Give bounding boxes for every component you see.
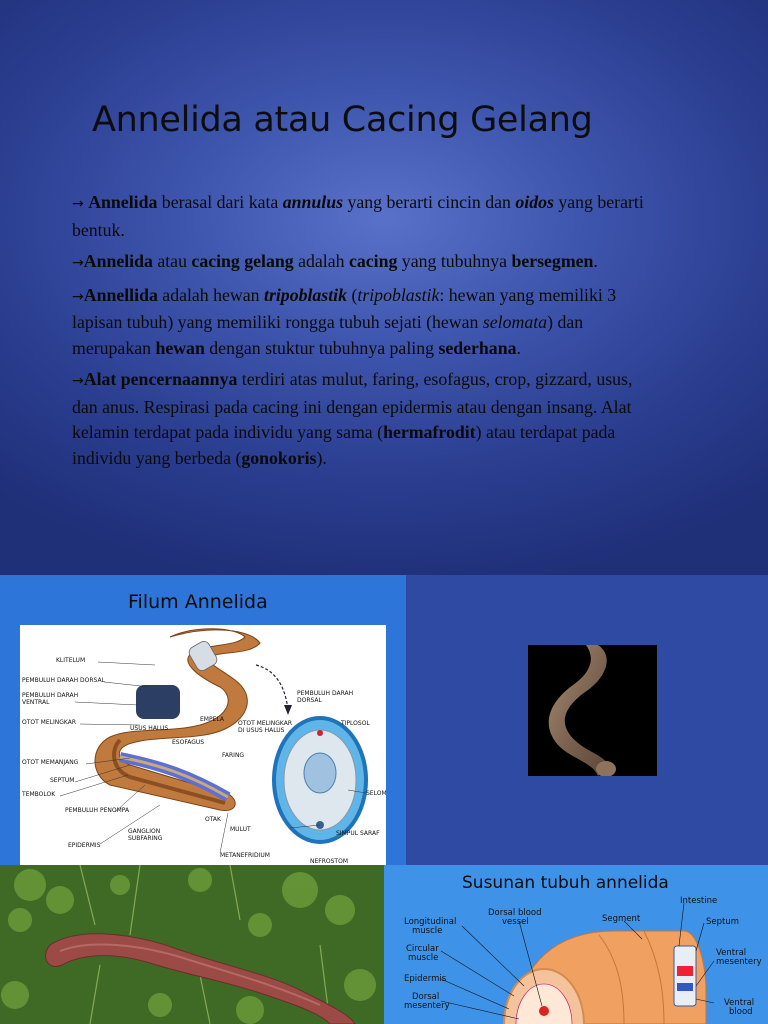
label-circular-muscle-2: muscle	[408, 953, 439, 963]
label-empela: EMPELA	[200, 716, 224, 723]
label-epidermis: EPIDERMIS	[68, 842, 101, 849]
term-cacing: cacing	[348, 251, 398, 271]
label-usus-halus: USUS HALUS	[130, 725, 169, 732]
arrow-icon: →	[72, 373, 84, 389]
text: adalah hewan	[157, 284, 264, 305]
label-ganglion: GANGLION	[128, 828, 161, 835]
bullet-4	[72, 367, 644, 471]
label-otot-memanjang: OTOT MEMANJANG	[22, 759, 79, 766]
text: terdiri atas mulut, faring, esofagus, crop, gizzard, usus, dan anus. Respirasi pada cacing ini dengan epidermis atau dengan insang. Alat kelamin terdapat pada individu yang sama (	[72, 369, 633, 442]
label-pembuluh-penompa: PEMBULUH PENOMPA	[65, 807, 130, 814]
blood-vessel	[677, 966, 693, 976]
term-oidos: oidos	[515, 192, 554, 212]
label-faring: FARING	[222, 752, 245, 759]
label-pd-dorsal-right-2: DORSAL	[297, 697, 322, 704]
label-otot-usus-2: DI USUS HALUS	[238, 727, 285, 734]
label-ventral-mesentery-2: mesentery	[716, 957, 762, 967]
text: ).	[316, 447, 327, 468]
term-tripoblastik-italic: tripoblastik	[357, 284, 440, 305]
label-klitelum: KLITELUM	[56, 657, 86, 664]
label-longitudinal-muscle-2: muscle	[412, 926, 443, 936]
dorsal-vessel-section	[539, 1006, 549, 1016]
label-ventral-blood: Ventral	[724, 998, 755, 1008]
label-ventral-blood-2: blood	[729, 1007, 753, 1017]
label-dorsal-mesentery: Dorsal	[412, 992, 440, 1002]
label-esofagus: ESOFAGUS	[172, 739, 205, 746]
slide-title: Annelida atau Cacing Gelang	[92, 100, 593, 140]
text: yang tubuhnya	[397, 251, 512, 271]
term-tripoblastik: tripoblastik	[264, 284, 347, 305]
term-annulus: annulus	[282, 192, 344, 212]
text: yang berarti cincin dan	[343, 192, 516, 212]
label-simpul-saraf: SIMPUL SARAF	[336, 830, 380, 837]
text: atau	[152, 251, 192, 271]
label-dorsal-blood-vessel-2: vessel	[502, 917, 529, 927]
label-circular-muscle: Circular	[406, 944, 439, 954]
text: ) atau terdapat pada individu yang berbeda (	[72, 422, 616, 468]
label-pd-dorsal: PEMBULUH DARAH DORSAL	[22, 677, 105, 684]
term-cacing-gelang: cacing gelang	[191, 251, 294, 271]
text: (	[347, 284, 358, 305]
intestine-section	[304, 753, 336, 793]
text: yang berarti bentuk.	[72, 192, 644, 240]
term-alat-pencernaan: Alat pencernaannya	[83, 369, 238, 389]
text: : hewan yang memiliki 3 lapisan tubuh) yang memiliki rongga tubuh sejati (hewan	[72, 284, 617, 332]
text: adalah	[293, 251, 349, 271]
text: .	[516, 337, 521, 358]
label-tiplosol: TIPLOSOL	[341, 720, 370, 727]
label-mulut: MULUT	[230, 826, 251, 833]
term-hewan: hewan	[155, 337, 205, 358]
bullet-3	[72, 283, 644, 362]
text: ) dan merupakan	[72, 312, 584, 358]
section-arrow	[256, 665, 288, 710]
dorsal-vessel	[317, 730, 323, 736]
bullet-list	[72, 190, 644, 477]
term-gonokoris: gonokoris	[241, 447, 317, 468]
body-section	[136, 685, 180, 719]
label-pd-ventral: PEMBULUH DARAH	[22, 692, 79, 699]
label-otak: OTAK	[205, 816, 221, 823]
term-annellida: Annellida	[83, 284, 158, 305]
grass-photo-svg	[0, 865, 384, 1024]
label-tembolok: TEMBOLOK	[22, 791, 56, 798]
anatomy-svg	[20, 625, 386, 865]
label-ventral-mesentery: Ventral	[716, 948, 747, 958]
text: dengan stuktur tubuhnya paling	[204, 337, 439, 358]
label-segment: Segment	[602, 914, 641, 924]
label-nefrostom: NEFROSTOM	[310, 858, 348, 865]
term-annelida: Annelida	[83, 251, 153, 271]
bullet-1	[72, 190, 644, 243]
text: berasal dari kata	[157, 192, 283, 212]
label-metanefridium: METANEFRIDIUM	[220, 852, 270, 859]
arrow-icon: →	[72, 288, 84, 305]
term-annelida: Annelida	[88, 192, 158, 212]
slide-title: Filum Annelida	[128, 591, 268, 613]
term-bersegmen: bersegmen	[511, 251, 594, 271]
cross-svg	[384, 891, 768, 1024]
earthworm-anatomy-diagram	[20, 625, 386, 865]
label-septum: SEPTUM	[50, 777, 75, 784]
worm-photo-svg	[528, 645, 657, 776]
term-selomata: selomata	[482, 312, 548, 332]
term-sederhana: sederhana	[438, 337, 517, 358]
label-dorsal-mesentery-2: mesentery	[404, 1001, 450, 1011]
arrow-icon: →	[72, 255, 84, 271]
bullet-2	[72, 249, 644, 277]
label-dorsal-blood-vessel: Dorsal blood	[488, 908, 542, 918]
label-pd-ventral-2: VENTRAL	[22, 699, 50, 706]
nerve	[677, 983, 693, 991]
earthworm-grass-photo	[0, 865, 384, 1024]
term-hermafrodit: hermafrodit	[383, 422, 476, 442]
label-intestine: Intestine	[680, 896, 718, 906]
label-epidermis: Epidermis	[404, 974, 447, 984]
label-septum: Septum	[706, 917, 740, 927]
label-pd-dorsal-right: PEMBULUH DARAH	[297, 690, 354, 697]
label-selom: SELOM	[366, 790, 386, 797]
label-ganglion-2: SUBFARING	[128, 835, 163, 842]
body-structure-diagram	[384, 891, 768, 1024]
text: .	[593, 251, 598, 271]
label-otot-melingkar: OTOT MELINGKAR	[22, 719, 77, 726]
slide-filum-annelida	[0, 575, 406, 865]
slide-worm-photo	[406, 575, 768, 865]
arrow-icon: →	[72, 196, 84, 212]
label-longitudinal-muscle: Longitudinal	[404, 917, 457, 927]
slide-susunan-tubuh	[384, 865, 768, 1024]
earthworm-photo	[528, 645, 657, 776]
label-otot-usus: OTOT MELINGKAR	[238, 720, 293, 727]
arrow-head-icon	[284, 705, 292, 715]
worm-shape	[549, 645, 610, 776]
worm-body	[95, 629, 260, 811]
slide-title: Susunan tubuh annelida	[462, 873, 669, 893]
